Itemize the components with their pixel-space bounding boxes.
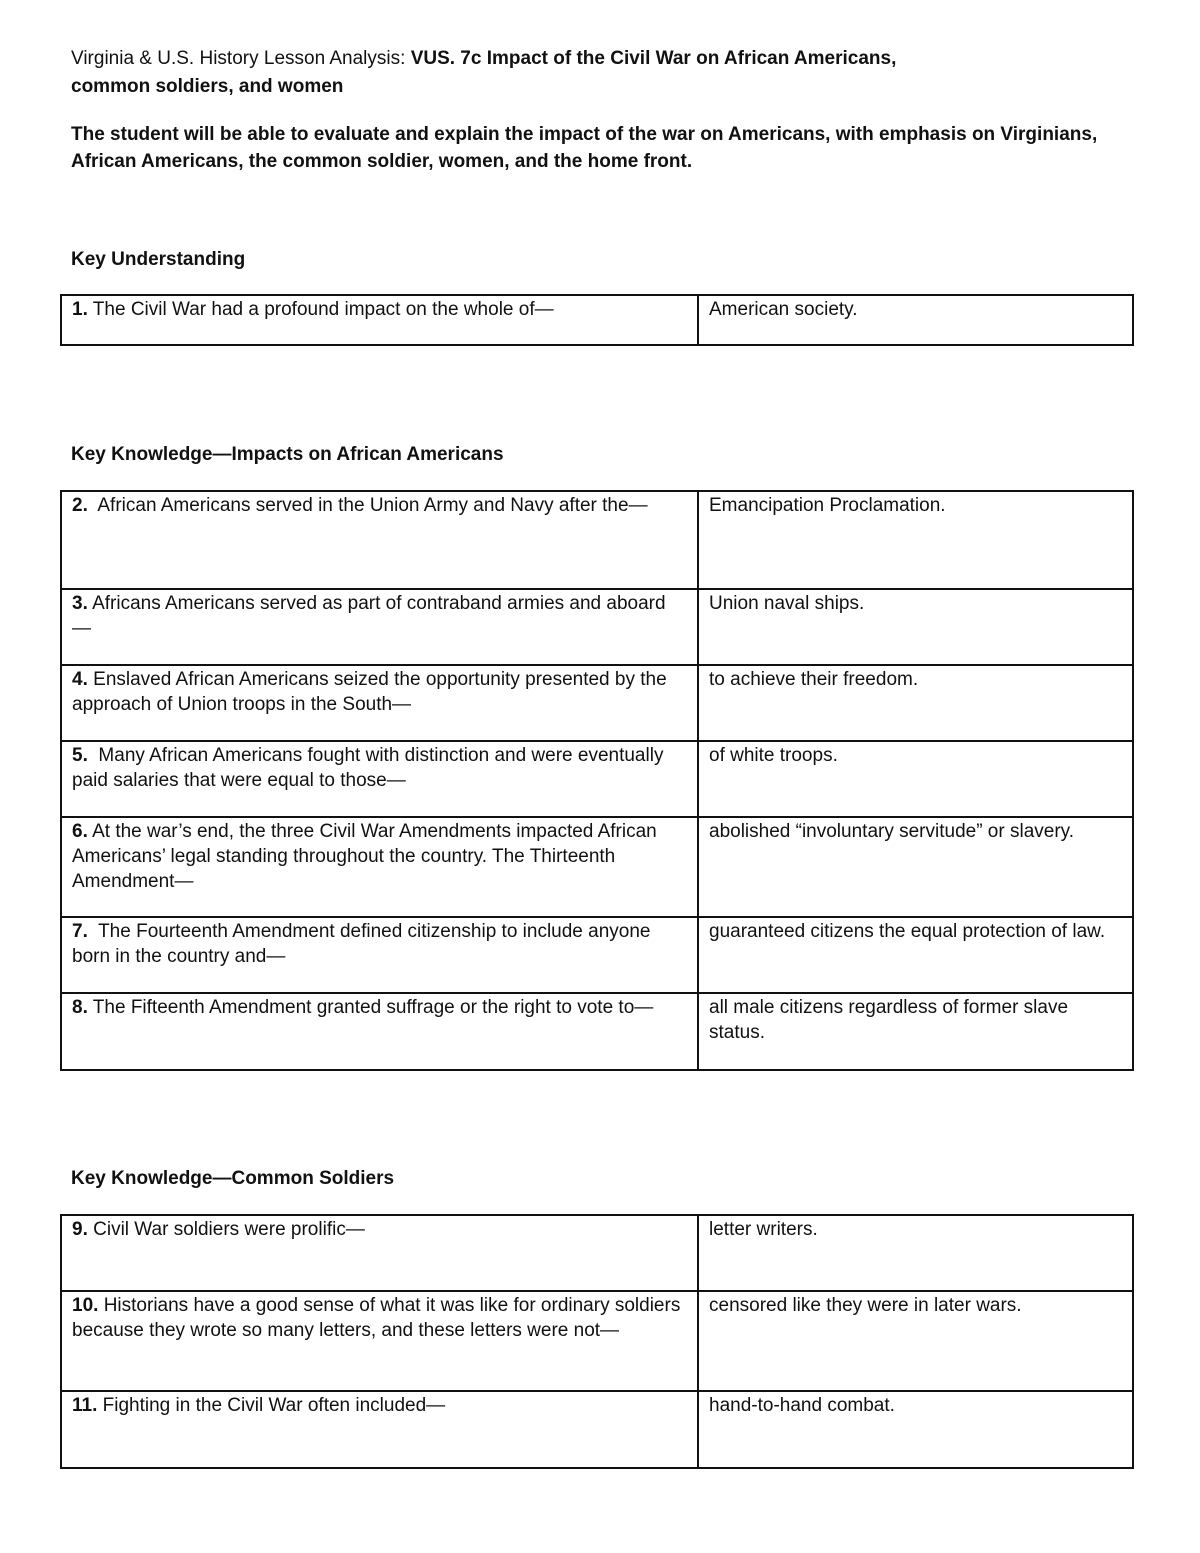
table-row — [61, 665, 1133, 741]
answer-cell: Emancipation Proclamation. — [698, 491, 1133, 589]
item-number: 4. — [72, 669, 88, 690]
question-text: Historians have a good sense of what it was like for ordinary soldiers because they wrote so many letters, and these letters were not— — [72, 1295, 681, 1341]
question-cell — [61, 993, 698, 1070]
table-row — [61, 1391, 1133, 1468]
question-cell — [61, 917, 698, 993]
item-number: 7. — [72, 921, 88, 942]
question-cell — [61, 741, 698, 817]
item-number: 2. — [72, 495, 88, 516]
answer-cell: letter writers. — [698, 1215, 1133, 1291]
table-african-americans — [60, 490, 1134, 1071]
answer-cell: to achieve their freedom. — [698, 665, 1133, 741]
item-number: 1. — [72, 299, 88, 320]
item-number: 5. — [72, 745, 88, 766]
table-row — [61, 917, 1133, 993]
question-text: African Americans served in the Union Army and Navy after the— — [97, 495, 648, 516]
answer-cell: American society. — [698, 295, 1133, 345]
question-cell — [61, 1391, 698, 1468]
lesson-title-line-2: common soldiers, and women — [71, 76, 344, 97]
table-row — [61, 993, 1133, 1070]
item-number: 8. — [72, 997, 88, 1018]
question-text: At the war’s end, the three Civil War Amendments impacted African Americans’ legal standing throughout the country. The Thirteenth Amendment— — [72, 821, 657, 892]
question-text: Many African Americans fought with distinction and were eventually paid salaries that were equal to those— — [72, 745, 664, 791]
section-title-key-understanding: Key Understanding — [71, 249, 246, 270]
question-text: Civil War soldiers were prolific— — [93, 1219, 365, 1240]
item-number: 6. — [72, 821, 88, 842]
question-text: The Fourteenth Amendment defined citizenship to include anyone born in the country and— — [72, 921, 651, 967]
table-row — [61, 1215, 1133, 1291]
lesson-heading-lead: Virginia & U.S. History Lesson Analysis: — [71, 48, 406, 69]
table-row — [61, 1291, 1133, 1391]
question-text: Africans Americans served as part of contraband armies and aboard — — [72, 593, 666, 639]
answer-cell: censored like they were in later wars. — [698, 1291, 1133, 1391]
table-row — [61, 741, 1133, 817]
table-common-soldiers — [60, 1214, 1134, 1469]
item-number: 3. — [72, 593, 88, 614]
table-row — [61, 295, 1133, 345]
answer-cell: Union naval ships. — [698, 589, 1133, 665]
question-text: Fighting in the Civil War often included— — [102, 1395, 446, 1416]
question-text: Enslaved African Americans seized the opportunity presented by the approach of Union troops in the South— — [72, 669, 667, 715]
question-cell — [61, 665, 698, 741]
lesson-heading-cont — [71, 73, 1151, 100]
question-cell — [61, 1215, 698, 1291]
lesson-title-line-1: VUS. 7c Impact of the Civil War on African Americans, — [410, 48, 897, 69]
table-row — [61, 589, 1133, 665]
question-text: The Fifteenth Amendment granted suffrage or the right to vote to— — [92, 997, 654, 1018]
answer-cell: guaranteed citizens the equal protection of law. — [698, 917, 1133, 993]
question-text: The Civil War had a profound impact on the whole of— — [92, 299, 554, 320]
question-cell — [61, 491, 698, 589]
table-row — [61, 817, 1133, 917]
question-cell — [61, 589, 698, 665]
question-cell — [61, 1291, 698, 1391]
answer-cell: all male citizens regardless of former slave status. — [698, 993, 1133, 1070]
question-cell — [61, 295, 698, 345]
item-number: 11. — [72, 1395, 98, 1416]
answer-cell: of white troops. — [698, 741, 1133, 817]
learning-objective: The student will be able to evaluate and explain the impact of the war on Americans, with emphasis on Virginians, African Americans, the common soldier, women, and the home front. — [71, 124, 1098, 172]
lesson-heading — [71, 45, 1151, 72]
item-number: 9. — [72, 1219, 88, 1240]
table-key-understanding — [60, 294, 1134, 346]
table-row — [61, 491, 1133, 589]
answer-cell: hand-to-hand combat. — [698, 1391, 1133, 1468]
section-title-common-soldiers: Key Knowledge—Common Soldiers — [71, 1168, 395, 1189]
answer-cell: abolished “involuntary servitude” or slavery. — [698, 817, 1133, 917]
item-number: 10. — [72, 1295, 99, 1316]
question-cell — [61, 817, 698, 917]
section-title-african-americans: Key Knowledge—Impacts on African Americans — [71, 444, 504, 465]
